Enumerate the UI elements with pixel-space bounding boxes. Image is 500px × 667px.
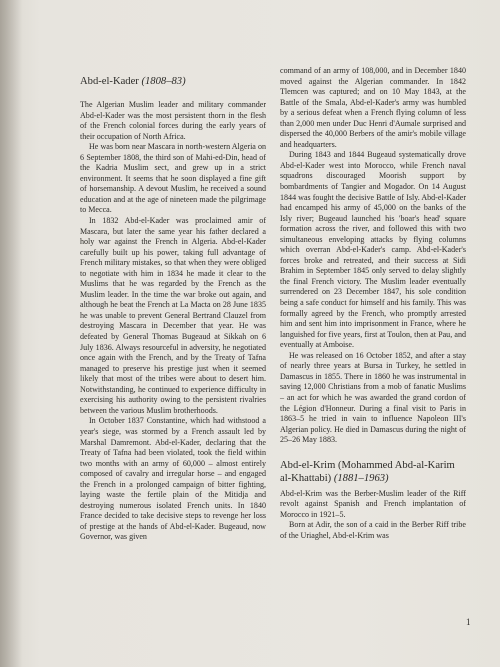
paragraph: Abd-el-Krim was the Berber-Muslim leader of the Riff revolt against Spanish and French implantation of Morocco in 1921–5.	[280, 488, 466, 519]
paragraph: Born at Adir, the son of a caid in the Berber Riff tribe of the Uriaghel, Abd-el-Krim was	[280, 520, 466, 540]
entry-name: Abd-el-Kader	[80, 76, 139, 87]
page-number: 1	[466, 617, 471, 627]
entry-dates: (1881–1963)	[333, 472, 389, 484]
entry-name: Abd-el-Krim (Mohammed Abd-al-Karim al-Khattabi)	[280, 459, 455, 484]
paragraph: During 1843 and 1844 Bugeaud systematically drove Abd-el-Kader west into Morocco, while French naval squadrons discouraged Moorish support by bombardments of Tangier and Mogador. On 14 August 1844 was fought the decisive Battle of Isly. Abd-el-Kader had encamped his army of 45,000 on the banks of the Isly river; Bugeaud launched his 'boar's head' square formation across the river, and followed this with two simultaneous enveloping attacks by flying columns which overran Abd-el-Kader's camp. Abd-el-Kader's forces broke and retreated, and their success at Sidi Brahim in September 1845 only served to delay slightly the final French victory. The Muslim leader eventually surrendered on 23 December 1847, his sole condition being a safe conduct for himself and his family. This was formally agreed by the French, who promptly arrested him and sent him into imprisonment in France, where he languished for five years, first at Toulon, then at Pau, and eventually at Amboise.	[280, 150, 466, 350]
gutter-shadow	[0, 0, 22, 667]
paragraph: The Algerian Muslim leader and military commander Abd-el-Kader was the most persistent thorn in the flesh of the French colonial forces during the early years of their occupation of North Africa.	[80, 100, 266, 141]
paragraph: In 1832 Abd-el-Kader was proclaimed amir of Mascara, but later the same year his father declared a holy war against the French in Algeria. Abd-el-Kader carefully built up his power, taking full advantage of French military mistakes, so that when they were obliged to negotiate with him in 1834 he made it clear to the Muslims that he was regarded by the French as the Muslim leader. In the time the war broke out again, and although he beat the French at La Macta on 28 June 1835 he was unable to prevent General Bertrand Clauzel from destroying Mascara in December that year. He was defeated by General Thomas Bugeaud at Sikkah on 6 July 1836. Always resourceful in adversity, he negotiated once again with the French, and by the Treaty of Tafna managed to preserve his prestige just when it seemed likely that most of the tribes were about to desert him. Notwithstanding, he continued to experience difficulty in exercising his authority owing to the persistent rivalries between the various Muslim brotherhoods.	[80, 216, 266, 415]
entry-title-abd-el-kader	[80, 75, 266, 88]
entry-dates: (1808–83)	[141, 76, 186, 87]
paragraph: In October 1837 Constantine, which had withstood a year's siege, was stormed by a French assault led by Marshal Damremont. Abd-el-Kader, declaring that the Treaty of Tafna had been violated, took the field within two months with an army of 60,000 – almost entirely composed of cavalry and irregular horse – and engaged the French in a prolonged campaign of bitter fighting, laying waste the fertile plain of the Mitidja and destroying numerous isolated French units. In 1840 France decided to take decisive steps to revenge her loss of prestige at the hands of Abd-el-Kader. Bugeaud, now Governor, was given	[80, 416, 266, 542]
paragraph: command of an army of 108,000, and in December 1840 moved against the Algerian commander. In 1842 Tlemcen was captured; and on 10 May 1843, at the Battle of the Smala, Abd-el-Kader's army was humbled by a serious defeat when a French flying column of less than 2,000 men under Duc Henri d'Aumale surprised and dispersed the 40,000 Berbers of the amir's mobile village and headquarters.	[280, 66, 466, 149]
paragraph: He was released on 16 October 1852, and after a stay of nearly three years at Bursa in Turkey, he settled in Damascus in 1855. There in 1860 he was instrumental in saving 12,000 Christians from a mob of fanatic Muslims – an act for which he was awarded the grand cordon of the Légion d'Honneur. During a final visit to Paris in 1863–5 he tried in vain to influence Napoleon III's Algerian policy. He died in Damascus during the night of 25–26 May 1883.	[280, 350, 466, 445]
page	[80, 66, 475, 635]
paragraph: He was born near Mascara in north-western Algeria on 6 September 1808, the third son of Mahi-ed-Din, head of the Kadria Muslim sect, and grew up in a strict environment. It seems that he soon displayed a fine gift of horsemanship. A devout Muslim, he received a sound education and at the age of nineteen made the pilgrimage to Mecca.	[80, 142, 266, 215]
right-column	[280, 66, 466, 541]
entry-title-abd-el-krim	[280, 459, 466, 485]
left-column	[80, 75, 266, 543]
